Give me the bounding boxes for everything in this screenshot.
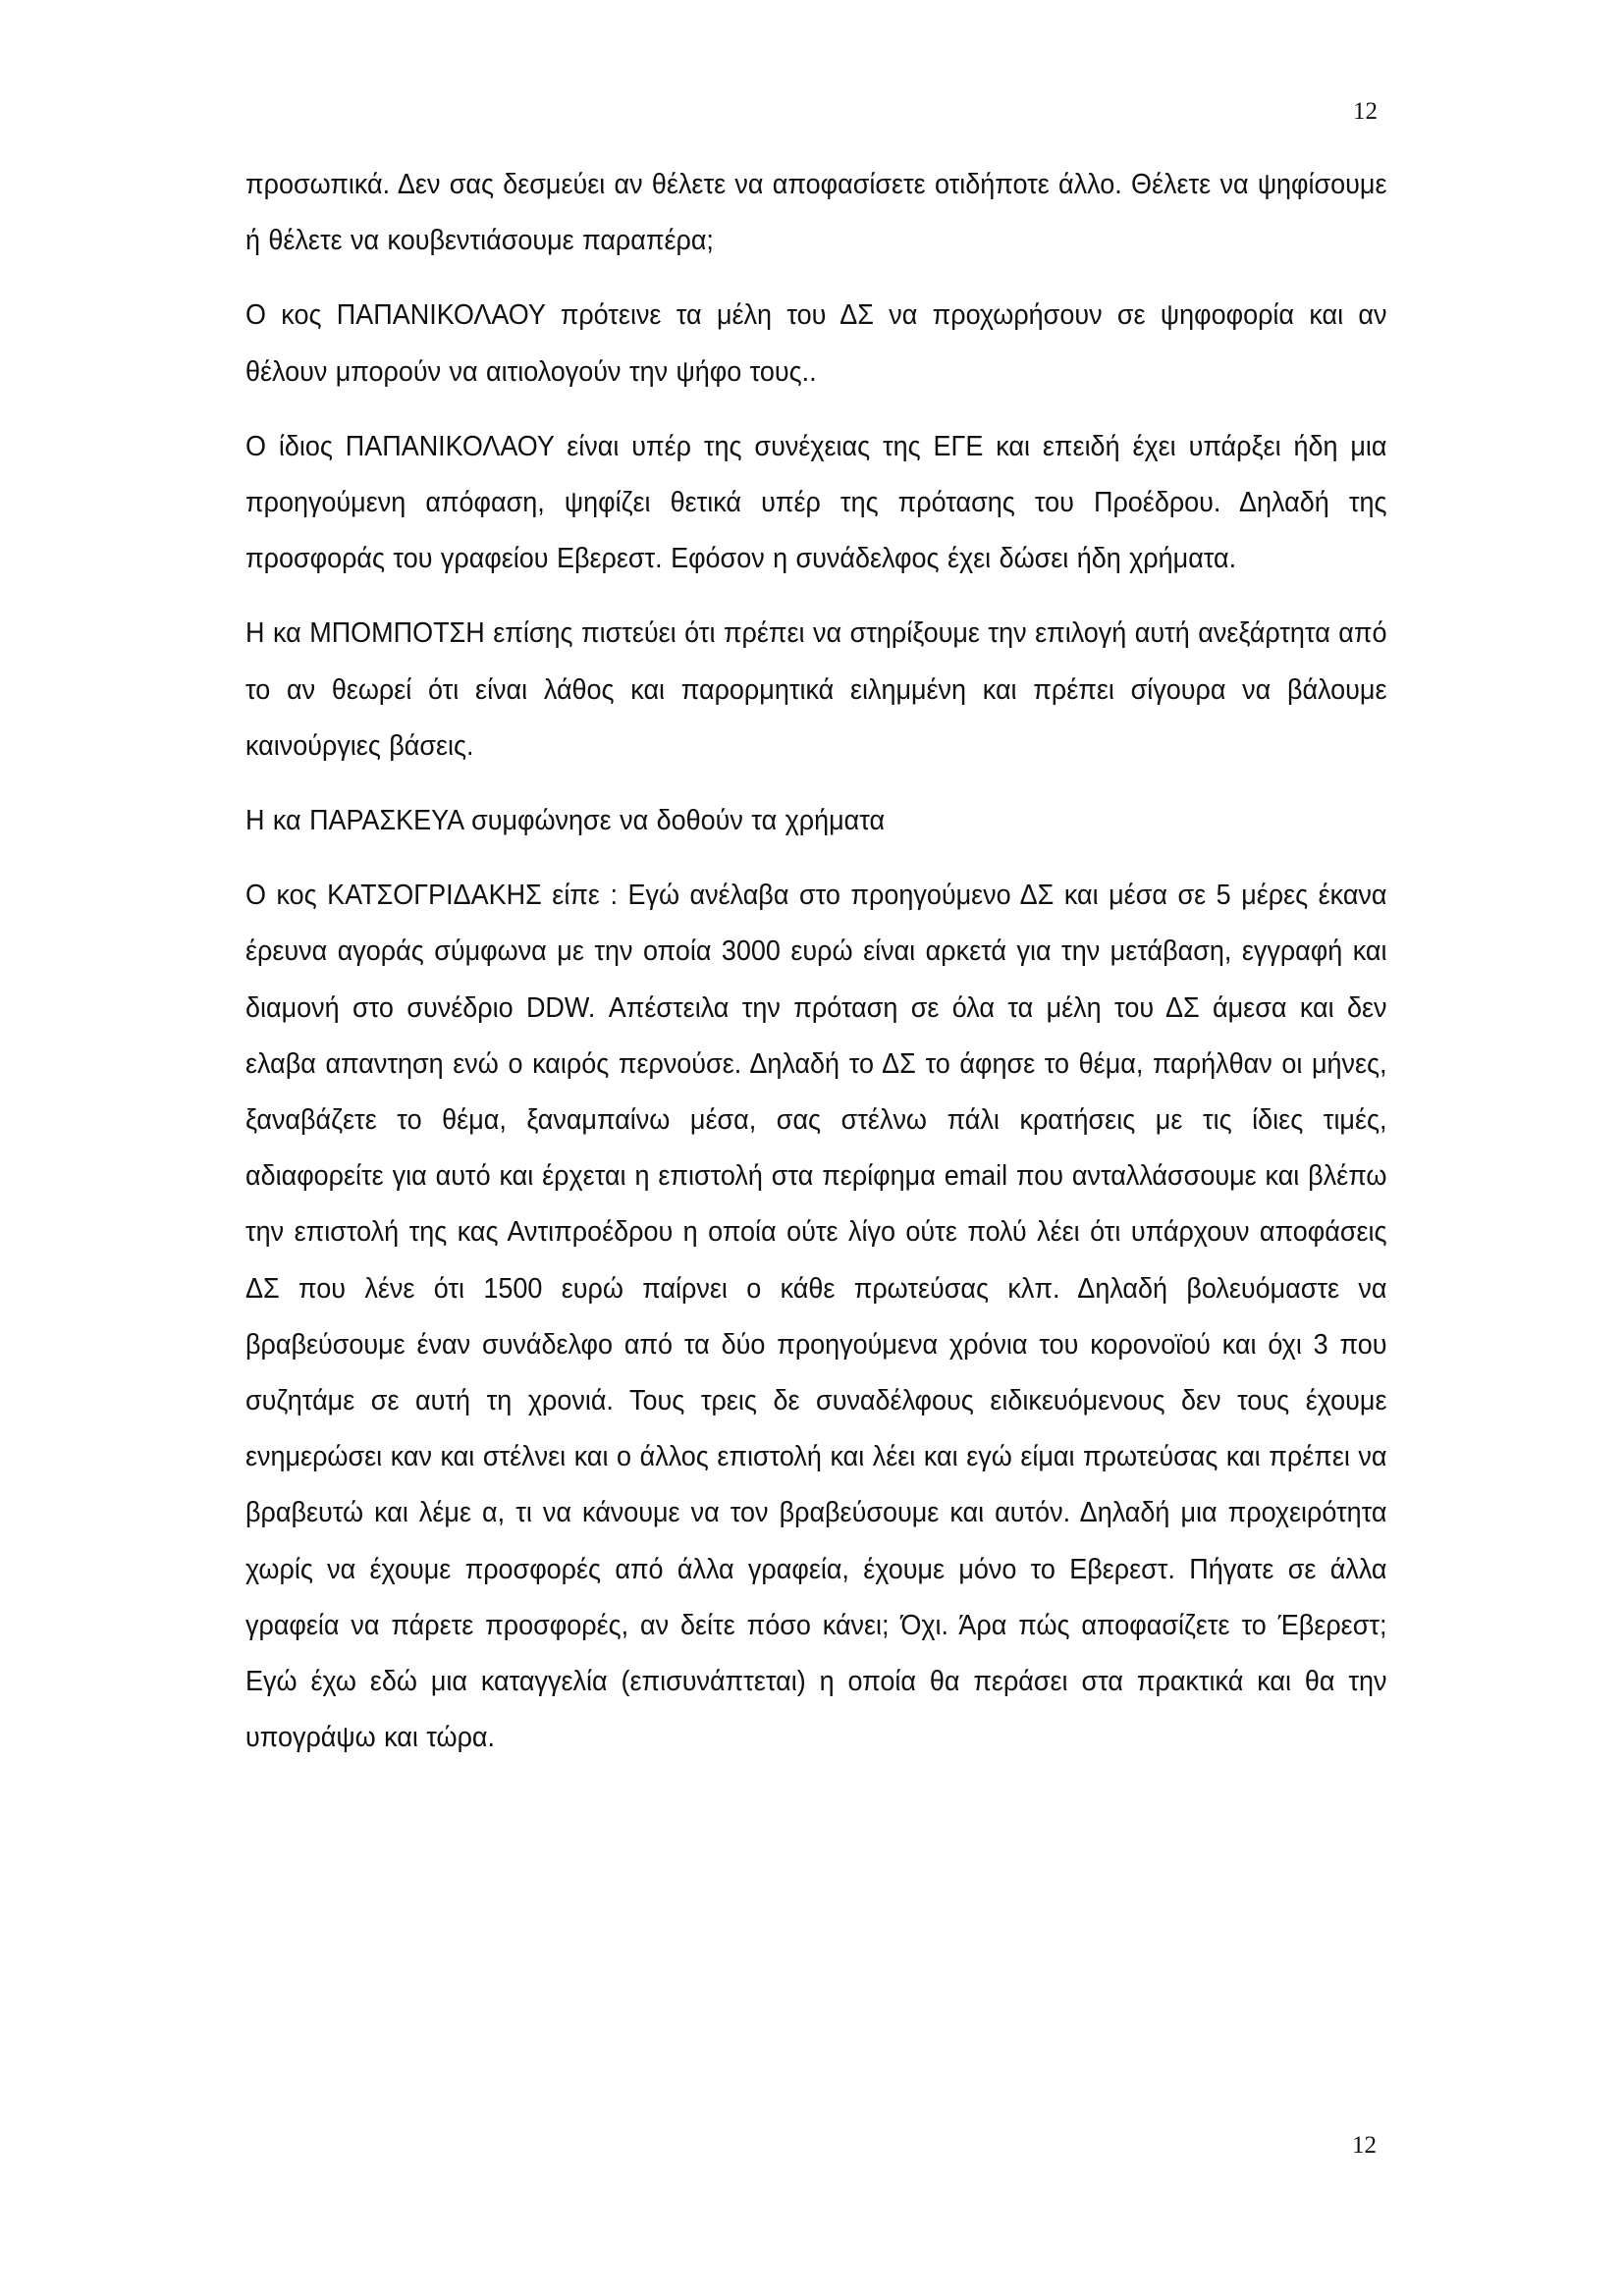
document-body xyxy=(245,157,1386,1785)
paragraph-paraskeva: Η κα ΠΑΡΑΣΚΕΥΑ συμφώνησε να δοθούν τα χρήματα xyxy=(245,805,886,837)
paragraph-papanikolaou-vote: Ο ίδιος ΠΑΠΑΝΙΚΟΛΑΟΥ είναι υπέρ της συνέχειας της ΕΓΕ και επειδή έχει υπάρξει ήδη μια προηγούμενη απόφαση, ψηφίζει θετικά υπέρ της πρότασης του Προέδρου. Δηλαδή της προσφοράς του γραφείου Εβερεστ. Εφόσον η συνάδελφος έχει δώσει ήδη χρήματα. xyxy=(245,430,1387,575)
paragraph-closing-remark: προσωπικά. Δεν σας δεσμεύει αν θέλετε να αποφασίσετε οτιδήποτε άλλο. Θέλετε να ψηφίσουμε ή θέλετε να κουβεντιάσουμε παραπέρα; xyxy=(245,169,1387,257)
page-number-header: 12 xyxy=(1353,98,1378,125)
page-number-footer: 12 xyxy=(1352,2132,1377,2159)
paragraph-bobotsi: Η κα ΜΠΟΜΠΟΤΣΗ επίσης πιστεύει ότι πρέπει να στηρίξουμε την επιλογή αυτή ανεξάρτητα από το αν θεωρεί ότι είναι λάθος και παρορμητικά ειλημμένη και πρέπει σίγουρα να βάλουμε καινούργιες βάσεις. xyxy=(245,617,1387,762)
paragraph-katsogridakis: Ο κος ΚΑΤΣΟΓΡΙΔΑΚΗΣ είπε : Εγώ ανέλαβα στο προηγούμενο ΔΣ και μέσα σε 5 μέρες έκανα έρευνα αγοράς σύμφωνα με την οποία 3000 ευρώ είναι αρκετά για την μετάβαση, εγγραφή και διαμονή στο συνέδριο DDW. Απέστειλα την πρόταση σε όλα τα μέλη του ΔΣ άμεσα και δεν ελαβα απαντηση ενώ ο καιρός περνούσε. Δηλαδή το ΔΣ το άφησε το θέμα, παρήλθαν οι μήνες, ξαναβάζετε το θέμα, ξαναμπαίνω μέσα, σας στέλνω πάλι κρατήσεις με τις ίδιες τιμές, αδιαφορείτε για αυτό και έρχεται η επιστολή στα περίφημα email που ανταλλάσσουμε και βλέπω την επιστολή της κας Αντιπροέδρου η οποία ούτε λίγο ούτε πολύ λέει ότι υπάρχουν αποφάσεις ΔΣ που λένε ότι 1500 ευρώ παίρνει ο κάθε πρωτεύσας κλπ. Δηλαδή βολευόμαστε να βραβεύσουμε έναν συνάδελφο από τα δύο προηγούμενα χρόνια του κορονοϊού και όχι 3 που συζητάμε σε αυτή τη χρονιά. Τους τρεις δε συναδέλφους ειδικευόμενους δεν τους έχουμε ενημερώσει καν και στέλνει και ο άλλος επιστολή και λέει και εγώ είμαι πρωτεύσας και πρέπει να βραβευτώ και λέμε α, τι να κάνουμε να τον βραβεύσουμε και αυτόν. Δηλαδή μια προχειρότητα χωρίς να έχουμε προσφορές από άλλα γραφεία, έχουμε μόνο το Εβερεστ. Πήγατε σε άλλα γραφεία να πάρετε προσφορές, αν δείτε πόσο κάνει; Όχι. Άρα πώς αποφασίζετε το Έβερεστ; Εγώ έχω εδώ μια καταγγελία (επισυνάπτεται) η οποία θα περάσει στα πρακτικά και θα την υπογράψω και τώρα. xyxy=(245,880,1387,1754)
paragraph-papanikolaou-proposal: Ο κος ΠΑΠΑΝΙΚΟΛΑΟΥ πρότεινε τα μέλη του ΔΣ να προχωρήσουν σε ψηφοφορία και αν θέλουν μπορούν να αιτιολογούν την ψήφο τους.. xyxy=(245,299,1387,388)
